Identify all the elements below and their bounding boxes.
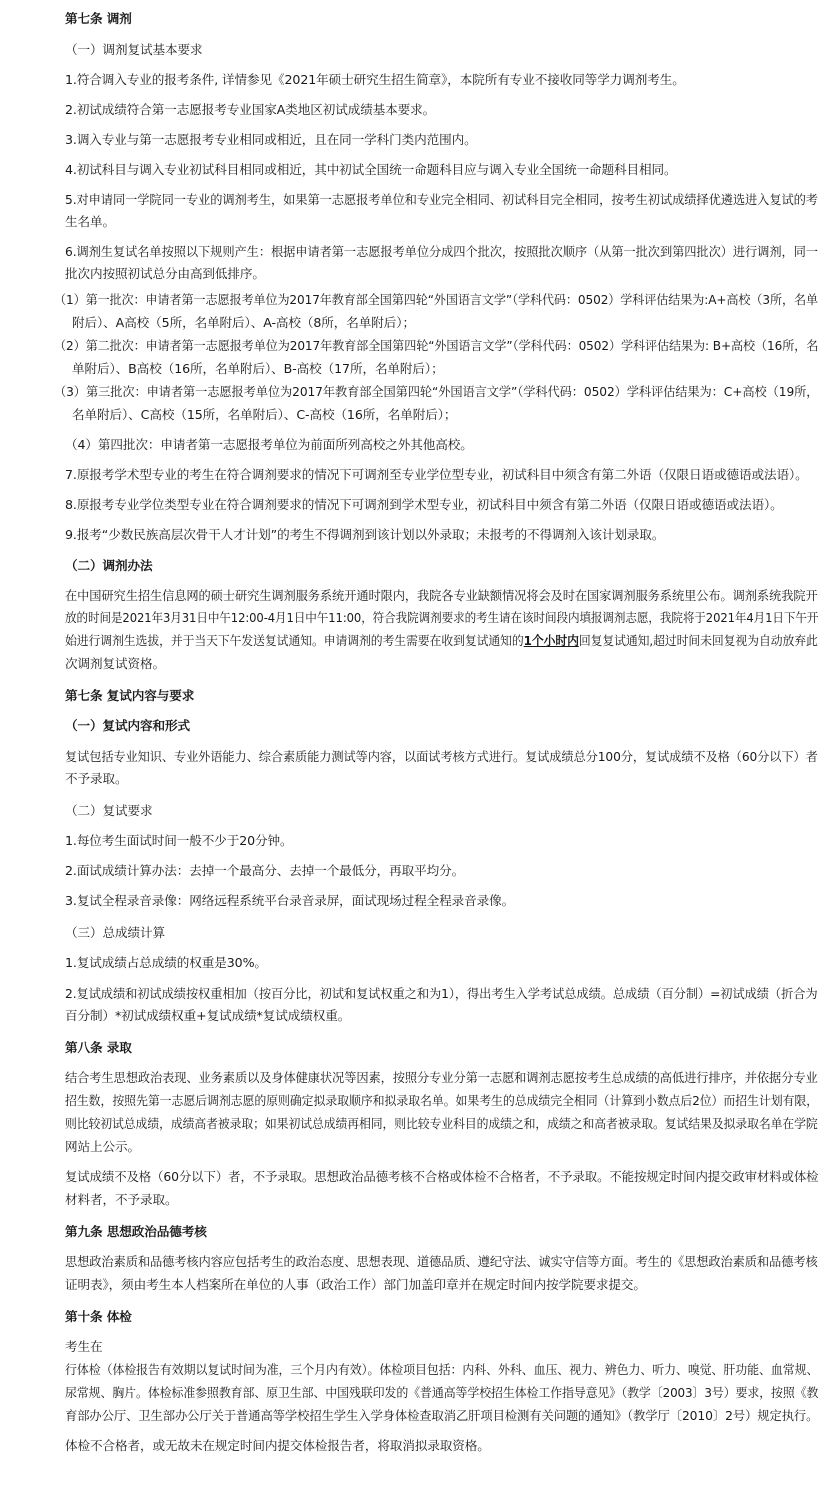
line: 单附后）、B高校（16所，名单附后）、B-高校（17所，名单附后）； (72, 361, 444, 376)
line: 育部办公厅、卫生部办公厅关于普通高等学校招生学生入学身体检查取消乙肝项目检测有关问题的通知》（教学厅〔2010〕2号）规定执行。 (65, 1408, 819, 1423)
line: 尿常规、胸片。体检标准参照教育部、原卫生部、中国残联印发的《普通高等学校招生体检工作指导意见》（教学〔2003〕3号）要求，按照《教 (65, 1385, 819, 1400)
line: 1.每位考生面试时间一般不少于20分钟。 (65, 833, 293, 848)
line: （三）总成绩计算 (65, 925, 165, 940)
line: 名单附后）、C高校（15所，名单附后）、C-高校（16所，名单附后）； (72, 407, 457, 422)
line: 3.复试全程录音录像：网络远程系统平台录音录屏，面试现场过程全程录音录像。 (65, 893, 515, 908)
line: 不予录取。 (65, 771, 128, 786)
line: （一）复试内容和形式 (65, 718, 190, 733)
line: 百分制）*初试成绩权重+复试成绩*复试成绩权重。 (65, 1008, 351, 1023)
line: 6.调剂生复试名单按照以下规则产生：根据申请者第一志愿报考单位分成四个批次，按照批次顺序（从第一批次到第四批次）进行调剂，同一 (65, 244, 818, 259)
line: 附后）、A高校（5所，名单附后）、A-高校（8所，名单附后）； (72, 315, 415, 330)
emphasis: 1个小时内 (523, 633, 579, 648)
line: 网站上公示。 (65, 1139, 140, 1154)
line: 8.原报考专业学位类型专业在符合调剂要求的情况下可调剂到学术型专业，初试科目中须含有第二外语（仅限日语或德语或法语）。 (65, 497, 783, 512)
line: 体检不合格者，或无故未在规定时间内提交体检报告者，将取消拟录取资格。 (65, 1438, 490, 1453)
line: 复试成绩不及格（60分以下）者，不予录取。思想政治品德考核不合格或体检不合格者，不予录取。不能按规定时间内提交政审材料或体检 (65, 1169, 819, 1184)
line: 在中国研究生招生信息网的硕士研究生调剂服务系统开通时限内，我院各专业缺额情况将会及时在国家调剂服务系统里公布。调剂系统我院开 (65, 588, 818, 603)
line: （二）调剂办法 (65, 558, 153, 573)
line: 生名单。 (65, 214, 115, 229)
line: （2）第二批次：申请者第一志愿报考单位为2017年教育部全国第四轮“外国语言文学”（学科代码：0502）学科评估结果为: B+高校（16所，名 (54, 338, 819, 353)
line: 7.原报考学术型专业的考生在符合调剂要求的情况下可调剂至专业学位型专业，初试科目中须含有第二外语（仅限日语或德语或法语）。 (65, 467, 808, 482)
line: 则比较初试总成绩，成绩高者被录取；如果初试总成绩再相同，则比较专业科目的成绩之和，成绩之和高者被录取。复试结果及拟录取名单在学院 (65, 1116, 818, 1131)
line: 次调剂复试资格。 (65, 656, 165, 671)
line: 第九条 思想政治品德考核 (65, 1224, 207, 1239)
line: 思想政治素质和品德考核内容应包括考生的政治态度、思想表现、道德品质、遵纪守法、诚实守信等方面。考生的《思想政治素质和品德考核 (65, 1254, 818, 1269)
line: 放的时间是2021年3月31日中午12:00-4月1日中午11:00，符合我院调剂要求的考生请在该时间段内填报调剂志愿，我院将于2021年4月1日下午开 (65, 610, 819, 625)
line: 结合考生思想政治表现、业务素质以及身体健康状况等因素，按照分专业分第一志愿和调剂志愿按考生总成绩的高低进行排序，并依据分专业 (65, 1070, 818, 1085)
line: 第七条 调剂 (65, 11, 132, 26)
line: 第八条 录取 (65, 1040, 132, 1055)
line: 第十条 体检 (65, 1309, 132, 1324)
line: （一）调剂复试基本要求 (65, 42, 203, 57)
line: 5.对申请同一学院同一专业的调剂考生，如果第一志愿报考单位和专业完全相同、初试科目完全相同，按考生初试成绩择优遴选进入复试的考 (65, 192, 818, 207)
line: 1.复试成绩占总成绩的权重是30%。 (65, 955, 267, 970)
line: 2.面试成绩计算办法：去掉一个最高分、去掉一个最低分，再取平均分。 (65, 863, 465, 878)
line: 考生在 (65, 1339, 103, 1354)
line: 招生数，按照先第一志愿后调剂志愿的原则确定拟录取顺序和拟录取名单。如果考生的总成绩完全相同（计算到小数点后2位）而招生计划有限， (65, 1093, 819, 1108)
line: 1.符合调入专业的报考条件, 详情参见《2021年硕士研究生招生简章》，本院所有专业不接收同等学力调剂考生。 (65, 72, 685, 87)
line: 9.报考“少数民族高层次骨干人才计划”的考生不得调剂到该计划以外录取；未报考的不得调剂入该计划录取。 (65, 527, 665, 542)
line: 行体检（体检报告有效期以复试时间为准，三个月内有效）。体检项目包括：内科、外科、血压、视力、辨色力、听力、嗅觉、肝功能、血常规、 (65, 1362, 819, 1377)
line: 材料者，不予录取。 (65, 1192, 178, 1207)
line: 2.初试成绩符合第一志愿报考专业国家A类地区初试成绩基本要求。 (65, 102, 436, 117)
line: 始进行调剂生选拔，并于当天下午发送复试通知。申请调剂的考生需要在收到复试通知的1个小时内回复复试通知,超过时间未回复视为自动放弃此 (65, 633, 818, 648)
line: （1）第一批次：申请者第一志愿报考单位为2017年教育部全国第四轮“外国语言文学”（学科代码：0502）学科评估结果为:A+高校（3所，名单 (54, 292, 818, 307)
line: 4.初试科目与调入专业初试科目相同或相近，其中初试全国统一命题科目应与调入专业全国统一命题科目相同。 (65, 162, 677, 177)
line: 证明表》，须由考生本人档案所在单位的人事（政治工作）部门加盖印章并在规定时间内按学院要求提交。 (65, 1277, 646, 1292)
line: 第七条 复试内容与要求 (65, 688, 195, 703)
line: 2.复试成绩和初试成绩按权重相加（按百分比，初试和复试权重之和为1），得出考生入学考试总成绩。总成绩（百分制）=初试成绩（折合为 (65, 986, 818, 1001)
line: 复试包括专业知识、专业外语能力、综合素质能力测试等内容，以面试考核方式进行。复试成绩总分100分，复试成绩不及格（60分以下）者 (65, 749, 818, 764)
line: 批次内按照初试总分由高到低排序。 (65, 266, 265, 281)
line: （二）复试要求 (65, 803, 153, 818)
line: 3.调入专业与第一志愿报考专业相同或相近，且在同一学科门类内范围内。 (65, 132, 477, 147)
line: （3）第三批次：申请者第一志愿报考单位为2017年教育部全国第四轮“外国语言文学”（学科代码：0502）学科评估结果为：C+高校（19所， (54, 384, 819, 399)
line: （4）第四批次：申请者第一志愿报考单位为前面所列高校之外其他高校。 (65, 437, 473, 452)
